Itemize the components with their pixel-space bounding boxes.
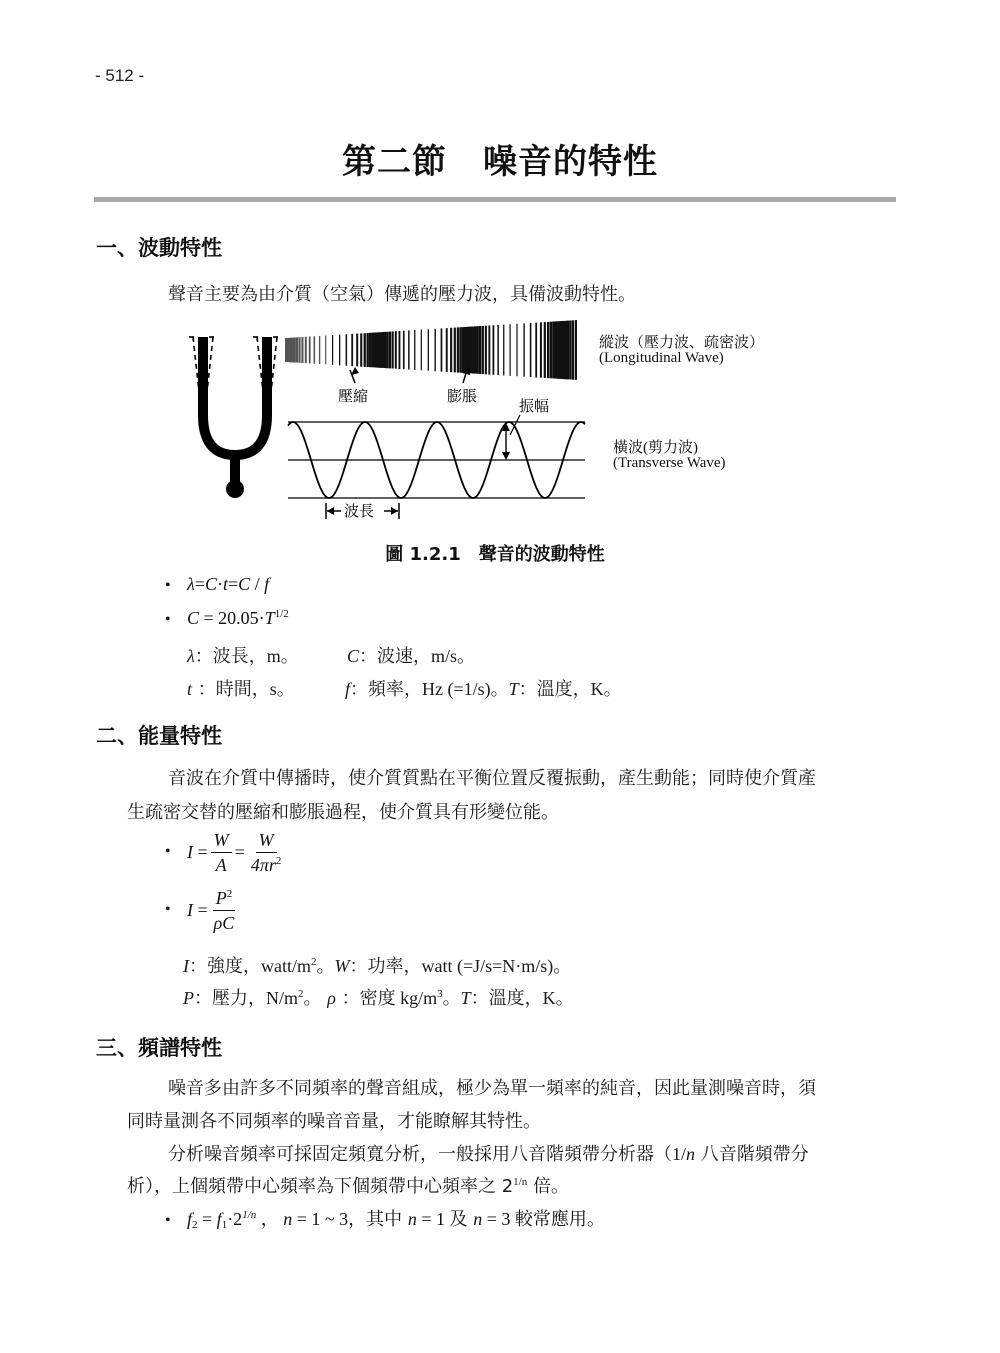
label-amplitude: 振幅 bbox=[519, 399, 550, 415]
formula-wavelength: • λ=C·t=C / f bbox=[165, 574, 270, 594]
longitudinal-wave-bar bbox=[332, 335, 333, 365]
longitudinal-wave-bar bbox=[462, 327, 465, 373]
longitudinal-wave-bar bbox=[477, 326, 479, 374]
longitudinal-wave-bar bbox=[523, 323, 524, 376]
longitudinal-wave-bar bbox=[428, 329, 429, 371]
longitudinal-wave-bar bbox=[482, 326, 484, 374]
longitudinal-wave-bar bbox=[479, 326, 481, 374]
longitudinal-wave-bar bbox=[516, 324, 517, 377]
longitudinal-wave-bar bbox=[575, 320, 577, 380]
longitudinal-wave-bar bbox=[395, 331, 397, 369]
section-wave-intro: 聲音主要為由介質（空氣）傳遞的壓力波，具備波動特性。 bbox=[168, 284, 636, 305]
compression-arrow-head bbox=[351, 367, 359, 375]
formula-intensity-pressure: • I = $\frac{P^2}{\rho C}$ bbox=[165, 887, 235, 933]
longitudinal-wave-bar bbox=[414, 330, 415, 370]
def-time: t ：時間，s。 bbox=[187, 679, 295, 699]
wave-figure bbox=[185, 315, 605, 530]
longitudinal-wave-bar bbox=[325, 336, 326, 365]
energy-paragraph-line1: 音波在介質中傳播時，使介質質點在平衡位置反覆振動，產生動能；同時使介質產 bbox=[168, 768, 816, 789]
bullet-icon: • bbox=[165, 901, 171, 918]
longitudinal-wave-bar bbox=[314, 336, 316, 364]
longitudinal-wave-bar bbox=[293, 338, 295, 363]
longitudinal-wave-bar bbox=[530, 323, 532, 377]
longitudinal-wave-bar bbox=[547, 322, 549, 378]
longitudinal-wave-bar bbox=[305, 337, 307, 363]
label-longitudinal-zh: 縱波（壓力波、疏密波） bbox=[599, 335, 765, 351]
longitudinal-wave-bar bbox=[493, 325, 495, 375]
longitudinal-wave-bar bbox=[474, 326, 476, 373]
label-longitudinal-en: (Longitudinal Wave) bbox=[599, 350, 724, 366]
formula-octave-band: • $f_2 = f_1\cdot 2^{1/n}$ ， n = 1 ~ 3，其中 n = 1 及 n = 3 較常應用。 bbox=[165, 1209, 605, 1231]
longitudinal-wave-bar bbox=[392, 331, 394, 368]
title-divider bbox=[94, 197, 896, 202]
longitudinal-wave-bar bbox=[540, 322, 542, 377]
longitudinal-wave-bar bbox=[567, 321, 569, 380]
longitudinal-wave-bar bbox=[485, 326, 487, 375]
longitudinal-wave-bar bbox=[367, 333, 369, 367]
section-heading-spectrum: 三、頻譜特性 bbox=[96, 1036, 222, 1060]
longitudinal-wave-bar bbox=[403, 331, 405, 370]
label-transverse-zh: 橫波(剪力波) bbox=[613, 440, 698, 456]
longitudinal-wave-bar bbox=[535, 323, 537, 378]
spectrum-paragraph2-line1: 分析噪音頻率可採固定頻寬分析，一般採用八音階頻帶分析器（1/n 八音階頻帶分 bbox=[168, 1144, 809, 1165]
tuning-fork-icon bbox=[189, 337, 281, 498]
page-number: - 512 - bbox=[95, 66, 145, 85]
longitudinal-wave-bar bbox=[503, 325, 504, 376]
longitudinal-wave-bar bbox=[386, 332, 388, 369]
longitudinal-wave-bar bbox=[351, 334, 353, 366]
label-wavelength: 波長 bbox=[344, 504, 375, 520]
section-heading-wave: 一、波動特性 bbox=[96, 236, 222, 260]
longitudinal-wave-bar bbox=[550, 322, 552, 379]
longitudinal-wave-bar bbox=[291, 338, 293, 363]
page-title bbox=[0, 134, 1000, 183]
def-speed: C：波速，m/s。 bbox=[347, 646, 476, 666]
longitudinal-wave-bar bbox=[510, 324, 511, 376]
bullet-icon: • bbox=[165, 843, 171, 860]
longitudinal-wave-bar bbox=[389, 332, 391, 369]
longitudinal-wave-bar bbox=[339, 335, 340, 366]
longitudinal-wave-bar bbox=[301, 337, 303, 363]
title-section-name: 噪音的特性 bbox=[483, 142, 658, 182]
longitudinal-wave-bar bbox=[572, 320, 574, 379]
spectrum-paragraph2-line2: 析），上個頻帶中心頻率為下個頻帶中心頻率之 $2^{1/n}$ 倍。 bbox=[127, 1176, 569, 1197]
longitudinal-wave-bar bbox=[544, 322, 546, 378]
longitudinal-wave-bar bbox=[569, 321, 571, 380]
longitudinal-wave-bar bbox=[399, 331, 401, 369]
formula-sound-speed: • $C = 20.05\cdot T^{1/2}$ bbox=[165, 608, 289, 628]
longitudinal-wave-bar bbox=[450, 328, 452, 372]
longitudinal-wave-bar bbox=[459, 327, 461, 373]
longitudinal-wave-bar bbox=[421, 330, 422, 371]
transverse-wave bbox=[288, 422, 585, 498]
longitudinal-wave-bar bbox=[565, 321, 567, 380]
longitudinal-wave-bar bbox=[454, 328, 456, 373]
longitudinal-wave-bar bbox=[497, 325, 499, 375]
longitudinal-wave-bar bbox=[309, 337, 311, 364]
bullet-icon: • bbox=[165, 577, 171, 594]
longitudinal-wave-bar bbox=[364, 333, 366, 367]
longitudinal-wave-bar bbox=[408, 330, 410, 369]
label-compression: 壓縮 bbox=[338, 389, 369, 405]
longitudinal-wave-bar bbox=[319, 336, 320, 364]
longitudinal-wave-bars bbox=[285, 320, 577, 380]
figure-caption: 圖 1.2.1 聲音的波動特性 bbox=[385, 544, 605, 565]
longitudinal-wave-bar bbox=[346, 334, 348, 366]
longitudinal-wave-bar bbox=[360, 333, 362, 366]
longitudinal-wave-bar bbox=[298, 337, 300, 363]
def-intensity-power: I：強度，watt/$m^2$。W：功率，watt (=J/s=N·m/s)。 bbox=[183, 956, 572, 977]
longitudinal-wave-bar bbox=[488, 326, 490, 375]
def-pressure-density: P：壓力，$N/m^2$。 ρ ：密度 $kg/m^3$。T：溫度，K。 bbox=[183, 988, 574, 1009]
spectrum-paragraph1-line1: 噪音多由許多不同頻率的聲音組成，極少為單一頻率的純音，因此量測噪音時，須 bbox=[168, 1078, 816, 1099]
energy-paragraph-line2: 生疏密交替的壓縮和膨脹過程，使介質具有形變位能。 bbox=[127, 802, 559, 823]
longitudinal-wave-bar bbox=[296, 337, 298, 362]
section-heading-energy: 二、能量特性 bbox=[96, 724, 222, 748]
longitudinal-wave-bar bbox=[371, 333, 374, 368]
bullet-icon: • bbox=[165, 1212, 171, 1229]
longitudinal-wave-bar bbox=[356, 334, 358, 367]
def-wavelength: λ：波長，m。 bbox=[187, 646, 299, 666]
bullet-icon: • bbox=[165, 611, 171, 628]
longitudinal-wave-bar bbox=[369, 333, 371, 367]
longitudinal-wave-bar bbox=[384, 332, 386, 368]
longitudinal-wave-bar bbox=[446, 328, 448, 372]
formula-intensity-power: • I = $\frac{W}{A}$ = $\frac{W}{4\pi r^2}$ bbox=[165, 829, 282, 875]
def-frequency-temperature: f：頻率，Hz (=1/s)。T：溫度，K。 bbox=[345, 679, 622, 699]
longitudinal-wave-bar bbox=[441, 328, 443, 371]
longitudinal-wave-bar bbox=[382, 332, 385, 368]
label-rarefaction: 膨脹 bbox=[447, 389, 478, 405]
longitudinal-wave-bar bbox=[435, 329, 436, 371]
longitudinal-wave-bar bbox=[552, 322, 554, 379]
title-section-number: 第二節 bbox=[342, 142, 447, 182]
label-transverse-en: (Transverse Wave) bbox=[613, 455, 726, 471]
longitudinal-wave-bar bbox=[457, 327, 459, 372]
spectrum-paragraph1-line2: 同時量測各不同頻率的噪音音量，才能瞭解其特性。 bbox=[127, 1111, 541, 1132]
